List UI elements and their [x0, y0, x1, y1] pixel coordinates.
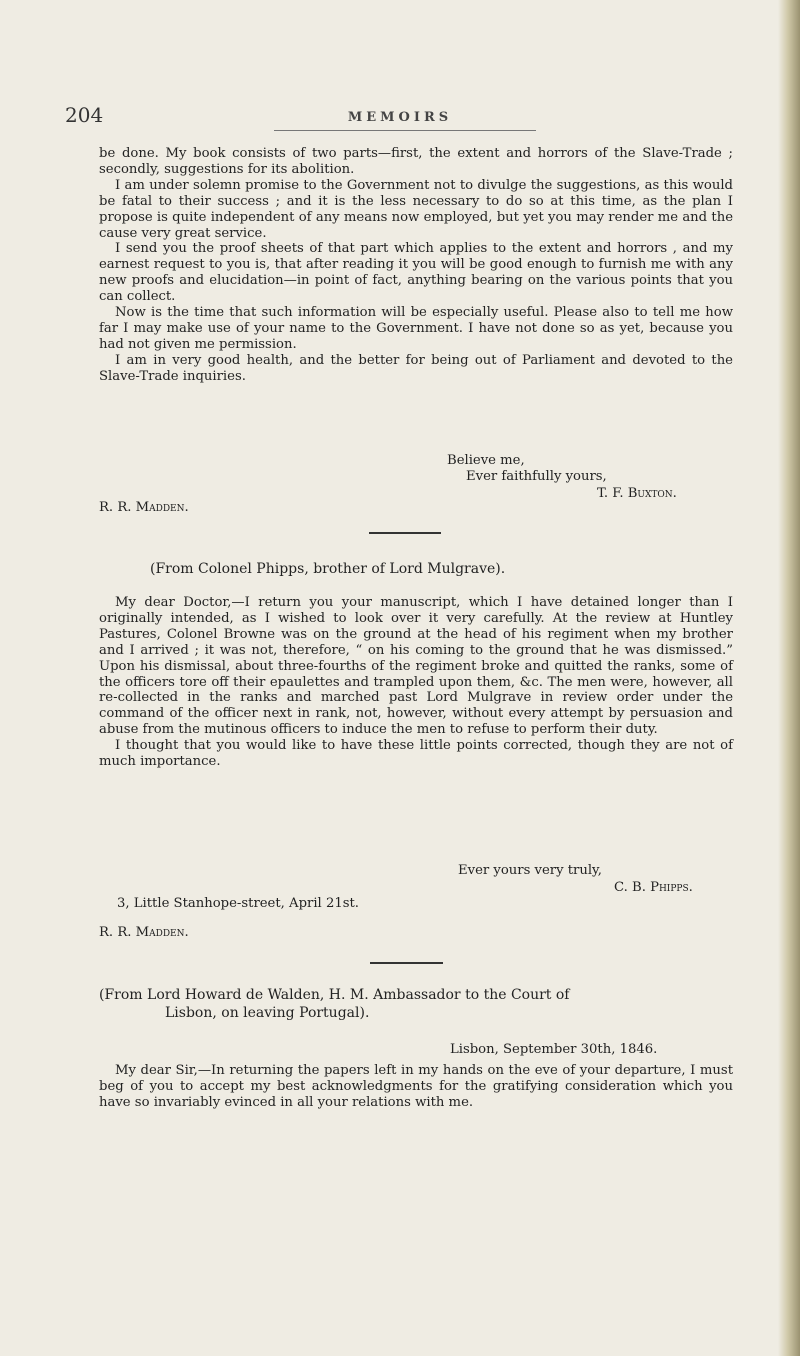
letter2-heading: (From Colonel Phipps, brother of Lord Mulgrave). — [150, 561, 506, 577]
letter2-signature: C. B. Phipps. — [614, 880, 693, 895]
letter2-addressee: R. R. Madden. — [99, 925, 189, 940]
letter1-closing: Believe me, — [447, 453, 525, 468]
section-divider — [369, 532, 441, 534]
letter3-dateline: Lisbon, September 30th, 1846. — [450, 1042, 658, 1057]
letter2-closing: Ever yours very truly, — [458, 863, 602, 878]
letter1-paragraph: be done. My book consists of two parts—first, the extent and horrors of the Slave-Trade ; secondly, suggestions for its abolition. — [99, 146, 733, 177]
section-divider — [370, 962, 443, 964]
letter1-paragraph: I send you the proof sheets of that part which applies to the extent and horrors , and my earnest request to you is, that after reading it you will be good enough to furnish me with any new proofs and elucidation—in point of fact, anything bearing on the various points that you can collect. — [99, 241, 733, 305]
letter1-signature: T. F. Buxton. — [597, 486, 677, 501]
letter1-paragraph: I am in very good health, and the better for being out of Parliament and devoted to the Slave-Trade inquiries. — [99, 352, 733, 384]
page-edge-shadow — [778, 0, 800, 1356]
letter1-addressee: R. R. Madden. — [99, 500, 189, 515]
letter3-paragraph: My dear Sir,—In returning the papers left in my hands on the eve of your departure, I must beg of you to accept my best acknowledgments for the gratifying consideration which you have so invariably evinced in all your relations with me. — [99, 1063, 733, 1110]
letter2-address: 3, Little Stanhope-street, April 21st. — [117, 896, 359, 911]
letter2-body — [99, 595, 733, 770]
header-rule — [274, 130, 536, 131]
letter1-paragraph: Now is the time that such information will be especially useful. Please also to tell me how far I may make use of your name to the Government. I have not done so as yet, because you had not given me permission. — [99, 305, 733, 352]
letter3-heading: Lisbon, on leaving Portugal). — [165, 1005, 370, 1021]
running-title: MEMOIRS — [347, 110, 453, 125]
page-number: 204 — [65, 103, 104, 127]
letter2-paragraph: I thought that you would like to have these little points corrected, though they are not of much importance. — [99, 738, 733, 770]
letter3-body — [99, 1063, 733, 1111]
letter1-closing: Ever faithfully yours, — [466, 469, 607, 484]
letter3-heading: (From Lord Howard de Walden, H. M. Ambassador to the Court of — [99, 987, 570, 1003]
letter1-paragraph: I am under solemn promise to the Government not to divulge the suggestions, as this would be fatal to their success ; and it is the less necessary to do so at this time, as the plan I propose is quite independent of any means now employed, but yet you may render me and the cause very great service. — [99, 177, 733, 241]
letter1-body — [99, 146, 733, 385]
letter2-paragraph: My dear Doctor,—I return you your manuscript, which I have detained longer than I originally intended, as I wished to look over it very carefully. At the review at Huntley Pastures, Colonel Browne was on the ground at the head of his regiment when my brother and I arrived ; it was not, therefore, “ on his coming to the ground that he was dismissed.” Upon his dismissal, about three-fourths of the regiment broke and quitted the ranks, some of the officers tore off their epaulettes and trampled upon them, &c. The men were, however, all re-collected in the ranks and marched past Lord Mulgrave in review order under the command of the officer next in rank, not, however, without every attempt by persuasion and abuse from the mutinous officers to induce the men to refuse to perform their duty. — [99, 595, 733, 738]
